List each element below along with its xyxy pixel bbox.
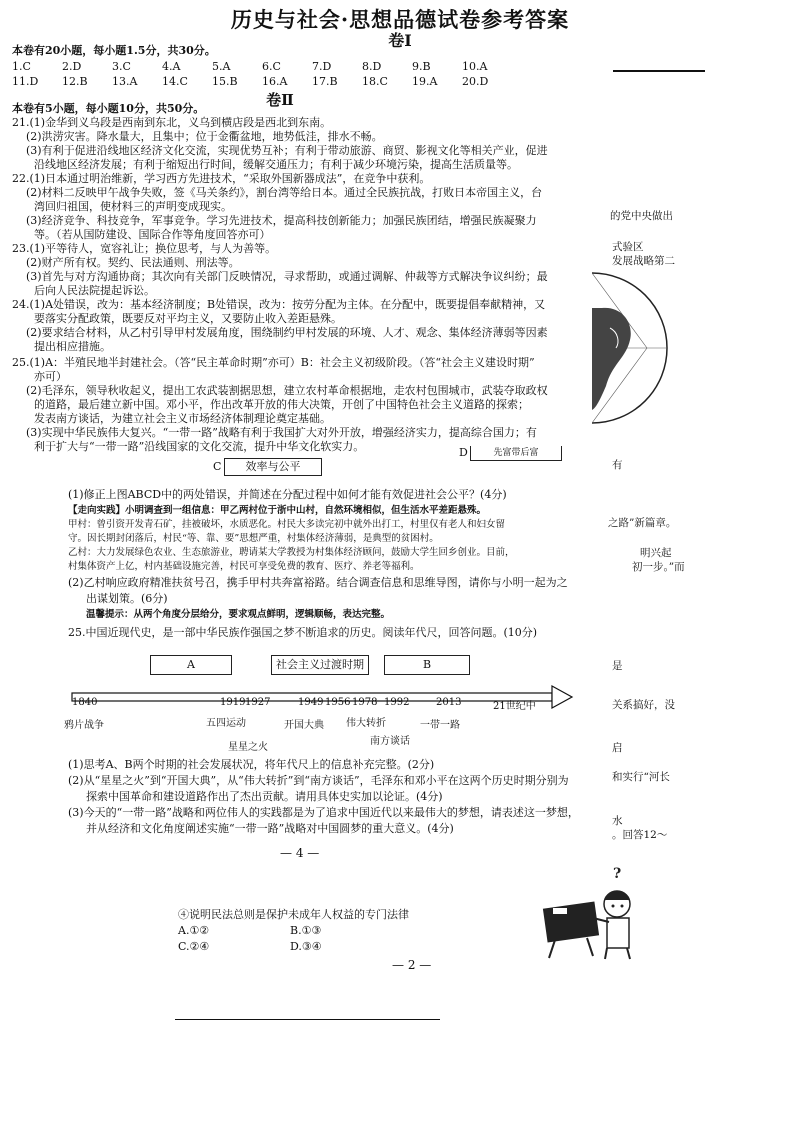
mind-map-box-c-text: 效率与公平 xyxy=(245,460,301,473)
year-1840: 1840 xyxy=(72,697,98,708)
answer-line-22: 发表南方谈话，为建立社会主义市场经济体制理论奠定基础。 xyxy=(34,412,331,425)
option-a: A.①② xyxy=(178,924,210,937)
timeline-question-2-cont: 探索中国革命和建设道路作出了杰出贡献。请用具体史实加以论证。(4分) xyxy=(86,790,443,803)
answer-line-14: 24.(1)A处错误，改为：基本经济制度；B处错误，改为：按劳分配为主体。在分配中，既要提倡奉献精神，又 xyxy=(12,298,546,311)
right-fragment-7: 初一步。”而 xyxy=(632,561,685,573)
answer-line-2: (2)洪涝灾害。降水量大，且集中；位于金衢盆地，地势低洼，排水不畅。 xyxy=(26,130,383,143)
year-1978: 1978 xyxy=(352,697,378,708)
right-fragment-10: 启 xyxy=(612,742,623,754)
question-line-8: 出谋划策。(6分) xyxy=(86,592,168,605)
answer-line-24: 利于扩大与“一带一路”沿线国家的文化交流，提升中华文化软实力。 xyxy=(34,440,365,453)
right-fragment-5: 之路”新篇章。 xyxy=(608,517,677,529)
mind-map-box-c xyxy=(213,458,322,476)
answer-line-12: (3)首先与对方沟通协商；其次向有关部门反映情况，寻求帮助，或通过调解、仲裁等方式解决争议纠纷；最 xyxy=(26,270,548,283)
event-southern-tour: 南方谈话 xyxy=(370,736,410,747)
answer-line-13: 后向人民法院提起诉讼。 xyxy=(34,284,155,297)
svg-text:?: ? xyxy=(613,866,622,882)
answer-line-1: 21.(1)金华到义乌段是西南到东北，义乌到横店段是西北到东南。 xyxy=(12,116,332,129)
answer-line-20: (2)毛泽东，领导秋收起义，提出工农武装割据思想，建立农村革命根据地，走农村包围城市，武装夺取政权 xyxy=(26,384,548,397)
answer-row-2 xyxy=(12,75,512,88)
option-statement-4: ④说明民法总则是保护未成年人权益的专门法律 xyxy=(178,908,409,921)
right-fragment-2: 式验区 xyxy=(612,241,644,253)
bottom-rule xyxy=(175,1019,440,1020)
answer-9: 9.B xyxy=(412,60,431,73)
timeline-question-1: (1)思考A、B两个时期的社会发展状况，将年代尺上的信息补充完整。(2分) xyxy=(68,758,435,771)
answer-line-17: 提出相应措施。 xyxy=(34,340,111,353)
answer-17: 17.B xyxy=(312,75,338,88)
question-line-7: (2)乙村响应政府精准扶贫号召，携手甲村共奔富裕路。结合调查信息和思维导图，请你与小明一起为之 xyxy=(68,576,568,589)
answer-20: 20.D xyxy=(462,75,489,88)
answer-5: 5.A xyxy=(212,60,231,73)
answer-12: 12.B xyxy=(62,75,88,88)
answer-11: 11.D xyxy=(12,75,39,88)
question-line-6: 村集体资产上亿，村内基础设施完善，村民可享受免费的教育、医疗、养老等福利。 xyxy=(68,561,420,572)
answer-18: 18.C xyxy=(362,75,388,88)
question-line-10: 25.中国近现代史，是一部中华民族作强国之梦不断追求的历史。阅读年代尺，回答问题。(10分) xyxy=(68,626,538,639)
cartoon-image xyxy=(535,860,645,960)
year-1956: 1956 xyxy=(325,697,351,708)
section-2-intro: 本卷有5小题，每小题10分，共50分。 xyxy=(12,102,205,115)
answer-line-8: (3)经济竞争、科技竞争，军事竞争。学习先进技术，提高科技创新能力；加强民族团结，增强民族凝聚力 xyxy=(26,214,537,227)
event-may-fourth: 五四运动 xyxy=(206,718,246,729)
answer-3: 3.C xyxy=(112,60,131,73)
volume-1-label: 卷Ⅰ xyxy=(388,31,412,50)
year-1992: 1992 xyxy=(384,697,410,708)
answer-line-21: 的道路，最后建立新中国。邓小平，作出改革开放的伟大决策，开创了中国特色社会主义道路的探索； xyxy=(34,398,529,411)
right-fragment-8: 是 xyxy=(612,660,623,672)
mind-map-box-c-letter: C xyxy=(213,460,222,473)
option-c: C.②④ xyxy=(178,940,210,953)
question-line-3: 甲村：曾引资开发青石矿，挂被破坏，水质恶化。村民大多读完初中就外出打工，村里仅有老人和妇女留 xyxy=(68,519,506,530)
right-fragment-11: 和实行“河长 xyxy=(612,771,670,783)
year-1927: 1927 xyxy=(245,697,271,708)
answer-line-5: 22.(1)日本通过明治维新，学习西方先进技术，“采取外国新器成法”，在竞争中获利。 xyxy=(12,172,431,185)
question-line-1: (1)修正上图ABCD中的两处错误，并简述在分配过程中如何才能有效促进社会公平？(4分) xyxy=(68,488,507,501)
right-fragment-3: 发展战略第二 xyxy=(612,255,675,267)
year-mid-21st-century: 21世纪中 xyxy=(493,701,536,712)
answer-line-18: 25.(1)A：半殖民地半封建社会。（答“民主革命时期”亦可）B：社会主义初级阶段。（答“社会主义建设时期” xyxy=(12,356,535,369)
globe-map-image xyxy=(592,268,672,428)
timeline-box-transition: 社会主义过渡时期 xyxy=(271,655,369,675)
event-opium-war: 鸦片战争 xyxy=(64,720,104,731)
mind-map-box-d-letter: D xyxy=(459,446,468,459)
event-belt-and-road: 一带一路 xyxy=(420,720,460,731)
right-fragment-12: 水 xyxy=(612,815,623,827)
section-1-intro: 本卷有20小题，每小题1.5分，共30分。 xyxy=(12,44,216,57)
right-fragment-4: 有 xyxy=(612,459,623,471)
answer-10: 10.A xyxy=(462,60,488,73)
timeline-box-b: B xyxy=(384,655,470,675)
page-number-4: — 4 — xyxy=(280,846,320,860)
answer-line-19: 亦可） xyxy=(34,370,67,383)
volume-2-label: 卷Ⅱ xyxy=(266,91,294,109)
question-line-5: 乙村：大力发展绿色农业、生态旅游业，聘请某大学教授为村集体经济顾问，鼓励大学生回乡创业。目前， xyxy=(68,547,515,558)
answer-line-23: (3)实现中华民族伟大复兴。“一带一路”战略有利于我国扩大对外开放，增强经济实力，提高综合国力；有 xyxy=(26,426,537,439)
right-fragment-13: 。回答12～ xyxy=(612,829,668,841)
right-fragment-6: 明兴起 xyxy=(640,547,672,559)
answer-line-4: 沿线地区经济发展；有利于缩短出行时间，缓解交通压力；有利于减少环境污染，提高生活质量等。 xyxy=(34,158,518,171)
answer-line-3: (3)有利于促进沿线地区经济文化交流，实现优势互补；有利于带动旅游、商贸、影视文化等相关产业，促进 xyxy=(26,144,548,157)
answer-6: 6.C xyxy=(262,60,281,73)
question-line-2: 【走向实践】小明调查到一组信息：甲乙两村位于浙中山村，自然环境相似，但生活水平差距悬殊。 xyxy=(68,505,487,516)
page-number-2: — 2 — xyxy=(392,958,432,972)
event-great-turn: 伟大转折 xyxy=(346,718,386,729)
question-line-4: 守。因长期封闭落后，村民“等、靠、要”思想严重，村集体经济薄弱，是典型的贫困村。 xyxy=(68,533,439,544)
answer-8: 8.D xyxy=(362,60,382,73)
answer-16: 16.A xyxy=(262,75,288,88)
mind-map-box-d xyxy=(459,446,562,461)
answer-line-11: (2)财产所有权。契约、民法通则、刑法等。 xyxy=(26,256,240,269)
timeline-box-a: A xyxy=(150,655,232,675)
answer-4: 4.A xyxy=(162,60,181,73)
option-b: B.①③ xyxy=(290,924,322,937)
timeline-question-3-cont: 并从经济和文化角度阐述实施“一带一路”战略对中国圆梦的重大意义。(4分) xyxy=(86,822,454,835)
answer-row-1 xyxy=(12,60,512,73)
right-rule xyxy=(613,70,705,72)
answer-1: 1.C xyxy=(12,60,31,73)
option-d: D.③④ xyxy=(290,940,322,953)
answer-14: 14.C xyxy=(162,75,188,88)
answer-line-10: 23.(1)平等待人，宽容礼让；换位思考，与人为善等。 xyxy=(12,242,277,255)
answer-2: 2.D xyxy=(62,60,82,73)
event-single-spark: 星星之火 xyxy=(228,742,268,753)
answer-line-16: (2)要求结合材料，从乙村引导甲村发展角度，围绕制约甲村发展的环境、人才、观念、集体经济薄弱等因素 xyxy=(26,326,548,339)
answer-line-7: 湾回归祖国，使材料三的声明变成现实。 xyxy=(34,200,232,213)
answer-13: 13.A xyxy=(112,75,138,88)
right-fragment-1: 的党中央做出 xyxy=(610,210,673,222)
answer-sheet-title: 历史与社会·思想品德试卷参考答案 xyxy=(230,7,570,32)
question-line-9: 温馨提示：从两个角度分层给分，要求观点鲜明，逻辑顺畅，表达完整。 xyxy=(86,609,391,620)
answer-15: 15.B xyxy=(212,75,238,88)
year-1919: 1919 xyxy=(220,697,246,708)
timeline-question-2: (2)从“星星之火”到“开国大典”，从“伟大转折”到“南方谈话”，毛泽东和邓小平在这两个历史时期分别为 xyxy=(68,774,569,787)
year-2013: 2013 xyxy=(436,697,462,708)
answer-7: 7.D xyxy=(312,60,332,73)
answer-line-9: 等。（若从国防建设、国际合作等角度回答亦可） xyxy=(34,228,271,241)
right-fragment-9: 关系搞好，没 xyxy=(612,699,675,711)
answer-line-6: (2)材料二反映甲午战争失败，签《马关条约》，割台湾等给日本。通过全民族抗战，打败日本帝国主义，台 xyxy=(26,186,543,199)
timeline-question-3: (3)今天的“一带一路”战略和两位伟人的实践都是为了追求中国近代以来最伟大的梦想，请表述这一梦想， xyxy=(68,806,579,819)
year-1949: 1949 xyxy=(298,697,324,708)
event-founding-ceremony: 开国大典 xyxy=(284,720,324,731)
answer-line-15: 要落实分配政策，既要反对平均主义，又要防止收入差距悬殊。 xyxy=(34,312,342,325)
answer-19: 19.A xyxy=(412,75,438,88)
mind-map-box-d-text: 先富带后富 xyxy=(493,448,539,458)
